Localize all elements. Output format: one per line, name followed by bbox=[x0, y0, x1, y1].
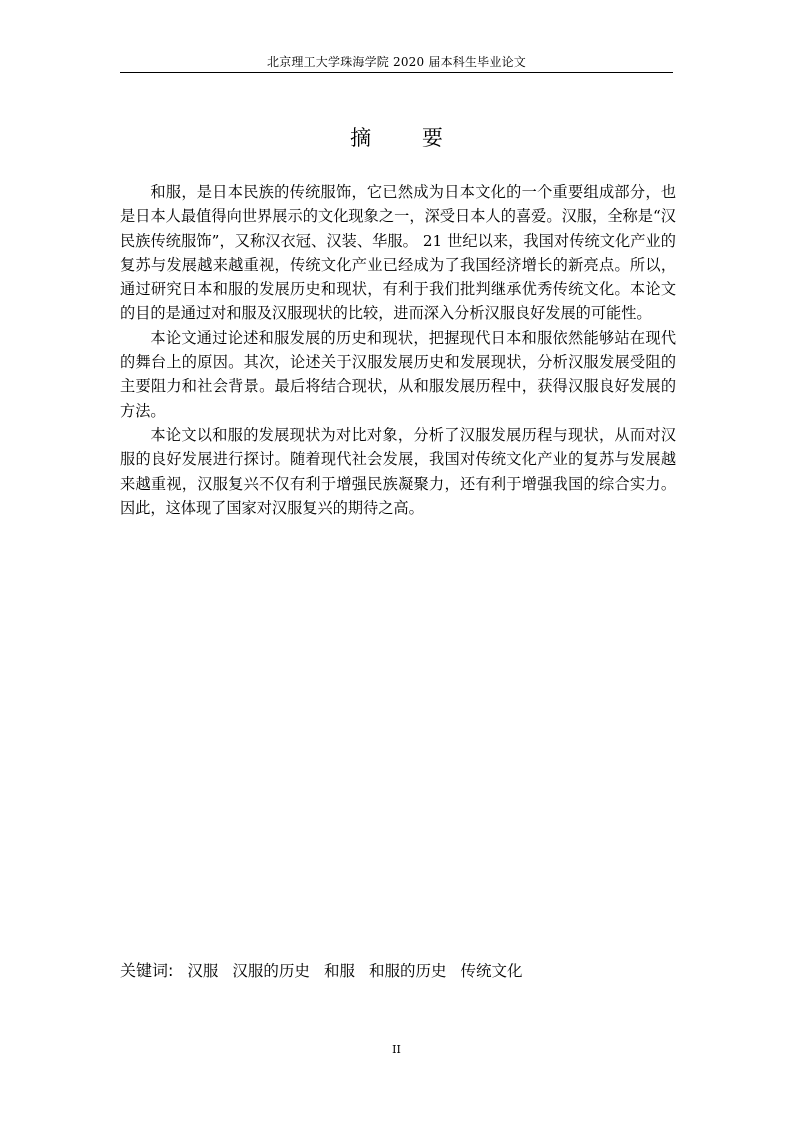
abstract-paragraph-1: 和服，是日本民族的传统服饰，它已然成为日本文化的一个重要组成部分，也是日本人最值得向世界展示的文化现象之一，深受日本人的喜爱。汉服，全称是“汉民族传统服饰”，又称汉衣冠、汉装、华服。 21 世纪以来，我国对传统文化产业的复苏与发展越来越重视，传统文化产业已经成为了我国经济增长的新亮点。所以，通过研究日本和服的发展历史和现状，有利于我们批判继承优秀传统文化。本论文的目的是通过对和服及汉服现状的比较，进而深入分析汉服良好发展的可能性。 bbox=[120, 183, 676, 323]
running-header: 北京理工大学珠海学院 2020 届本科生毕业论文 bbox=[267, 55, 526, 69]
keyword-item: 和服的历史 bbox=[368, 962, 447, 980]
abstract-title: 摘 要 bbox=[350, 126, 465, 150]
keyword-item: 汉服 bbox=[187, 962, 219, 980]
keywords-label: 关键词: bbox=[120, 961, 174, 980]
keyword-item: 汉服的历史 bbox=[232, 962, 310, 980]
keyword-item: 传统文化 bbox=[460, 962, 523, 980]
abstract-paragraph-3: 本论文以和服的发展现状为对比对象，分析了汉服发展历程与现状，从而对汉服的良好发展进行探讨。随着现代社会发展，我国对传统文化产业的复苏与发展越来越重视，汉服复兴不仅有利于增强民族凝聚力，还有利于增强我国的综合实力。因此，这体现了国家对汉服复兴的期待之高。 bbox=[120, 425, 676, 517]
keywords-line bbox=[120, 959, 676, 983]
abstract-body bbox=[120, 180, 676, 520]
keywords-list bbox=[187, 962, 536, 980]
page-number: II bbox=[392, 1043, 401, 1056]
abstract-paragraph-2: 本论文通过论述和服发展的历史和现状，把握现代日本和服依然能够站在现代的舞台上的原因。其次，论述关于汉服发展历史和发展现状，分析汉服发展受阻的主要阻力和社会背景。最后将结合现状，从和服发展历程中，获得汉服良好发展的方法。 bbox=[120, 328, 676, 420]
keyword-item: 和服 bbox=[323, 962, 355, 980]
header-rule bbox=[120, 72, 673, 73]
